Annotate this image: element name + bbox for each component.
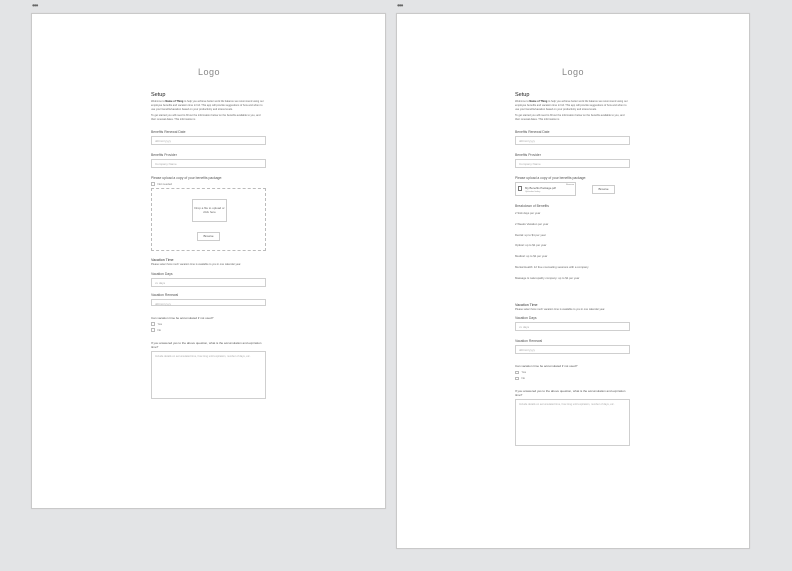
uploaded-file-card[interactable] bbox=[515, 182, 576, 196]
no-option[interactable]: No bbox=[515, 375, 630, 381]
form-column bbox=[515, 92, 630, 446]
vacation-desc: Please select how much vacation time is available to you in one calendar year. bbox=[515, 307, 606, 311]
yes-option[interactable]: Yes bbox=[151, 321, 266, 327]
setup-title: Setup bbox=[515, 92, 530, 98]
vacation-desc: Please select how much vacation time is available to you in one calendar year. bbox=[151, 262, 242, 266]
vacation-days-input[interactable]: xx days bbox=[515, 322, 630, 331]
file-meta: Uploaded today bbox=[525, 190, 541, 193]
intro-paragraph-2: To get started you will need to fill out the information below on the benefits available to you, and their renewal dates. This information is bbox=[151, 114, 261, 122]
intro-paragraph: Welcome to Name of Thing to help you achieve better work life balance we recommend using our employee benefits and vacation time in full. This app will provide suggestions of how and when to use your benefits/vacation based on your productivity and stress levels. bbox=[515, 100, 628, 111]
setup-title: Setup bbox=[151, 92, 166, 98]
accumulation-question: If you answered yes to the above question, what is the accumulation and expiration time? bbox=[515, 389, 626, 398]
vacation-title: Vacation Time bbox=[515, 302, 538, 307]
vacation-renewal-input[interactable]: dd/mm/yyyy bbox=[515, 345, 630, 354]
renewal-label: Benefits Renewal Date bbox=[515, 129, 550, 134]
benefit-item: 2 Weeks Vacation per year bbox=[515, 221, 549, 226]
file-dropzone[interactable] bbox=[151, 188, 266, 251]
frame-1 bbox=[31, 13, 386, 509]
benefit-item: Massage & naturopathy company: up to $1 per year bbox=[515, 275, 580, 280]
browse-button[interactable]: Browse bbox=[592, 185, 615, 194]
browse-button[interactable]: Browse bbox=[197, 232, 220, 241]
provider-label: Benefits Provider bbox=[515, 152, 541, 157]
file-icon bbox=[518, 186, 522, 191]
renewal-date-input[interactable]: dd/mm/yyyy bbox=[151, 136, 266, 145]
file-name: My Benefits Package.pdf bbox=[525, 185, 556, 190]
no-checkbox[interactable] bbox=[151, 328, 155, 332]
no-checkbox[interactable] bbox=[515, 377, 519, 381]
vacation-renewal-input[interactable]: dd/mm/yyyy bbox=[151, 299, 266, 306]
benefit-item: Medical: up to $1 per year bbox=[515, 254, 548, 259]
vacation-days-input[interactable]: xx days bbox=[151, 278, 266, 287]
renewal-label: Benefits Renewal Date bbox=[151, 129, 186, 134]
not-needed-option[interactable]: Not needed bbox=[151, 181, 266, 187]
yes-checkbox[interactable] bbox=[151, 322, 155, 326]
benefit-item: Optical: up to $1 per year bbox=[515, 243, 547, 248]
provider-label: Benefits Provider bbox=[151, 152, 177, 157]
renewal-date-input[interactable]: dd/mm/yyyy bbox=[515, 136, 630, 145]
upload-label: Please upload a copy of your benefits package: bbox=[515, 175, 587, 180]
benefits-list bbox=[515, 211, 630, 287]
frame-2 bbox=[396, 13, 750, 549]
rollover-question: Can vacation time be accumulated if not used? bbox=[151, 315, 214, 320]
not-needed-checkbox[interactable] bbox=[151, 182, 155, 186]
vacation-renewal-label: Vacation Renewal bbox=[151, 292, 179, 297]
drop-target[interactable]: Drop a file to upload or click here bbox=[192, 199, 227, 222]
remove-file-link[interactable]: Remove bbox=[566, 183, 575, 186]
rollover-question: Can vacation time be accumulated if not used? bbox=[515, 364, 578, 369]
provider-input[interactable]: Company Name bbox=[515, 159, 630, 168]
vacation-days-label: Vacation Days bbox=[515, 316, 537, 321]
vacation-renewal-label: Vacation Renewal bbox=[515, 339, 543, 344]
yes-option[interactable]: Yes bbox=[515, 369, 630, 375]
benefit-item: Mental Health: 12 free counseling sessions with a company bbox=[515, 264, 589, 269]
vacation-title: Vacation Time bbox=[151, 257, 174, 262]
vacation-days-label: Vacation Days bbox=[151, 271, 173, 276]
accumulation-textarea[interactable]: Include details on accumulated time, how long until expiration, number of days, etc. bbox=[151, 351, 266, 399]
logo: Logo bbox=[198, 67, 221, 77]
upload-label: Please upload a copy of your benefits package: bbox=[151, 175, 223, 180]
benefit-item: 2 Sick days per year bbox=[515, 210, 541, 215]
breakdown-title: Breakdown of Benefits bbox=[515, 203, 549, 208]
intro-paragraph: Welcome to Name of Thing to help you achieve better work life balance we recommend using our employee benefits and vacation time in full. This app will provide suggestions of how and when to use your benefits/vacation based on your productivity and stress levels. bbox=[151, 100, 264, 111]
frame-menu-icon[interactable]: ••• bbox=[397, 1, 403, 10]
intro-paragraph-2: To get started you will need to fill out the information below on the benefits available to you, and their renewal dates. This information is bbox=[515, 114, 625, 122]
accumulation-textarea[interactable]: Include details on accumulated time, how long until expiration, number of days, etc. bbox=[515, 399, 630, 446]
no-option[interactable]: No bbox=[151, 327, 266, 333]
benefit-item: Dental: up to $1 per year bbox=[515, 232, 546, 237]
form-column bbox=[151, 92, 266, 399]
logo: Logo bbox=[562, 67, 585, 77]
provider-input[interactable]: Company Name bbox=[151, 159, 266, 168]
yes-checkbox[interactable] bbox=[515, 371, 519, 375]
accumulation-question: If you answered yes to the above question, what is the accumulation and expiration time? bbox=[151, 340, 262, 349]
frame-menu-icon[interactable]: ••• bbox=[32, 1, 38, 10]
upload-row bbox=[515, 182, 630, 200]
